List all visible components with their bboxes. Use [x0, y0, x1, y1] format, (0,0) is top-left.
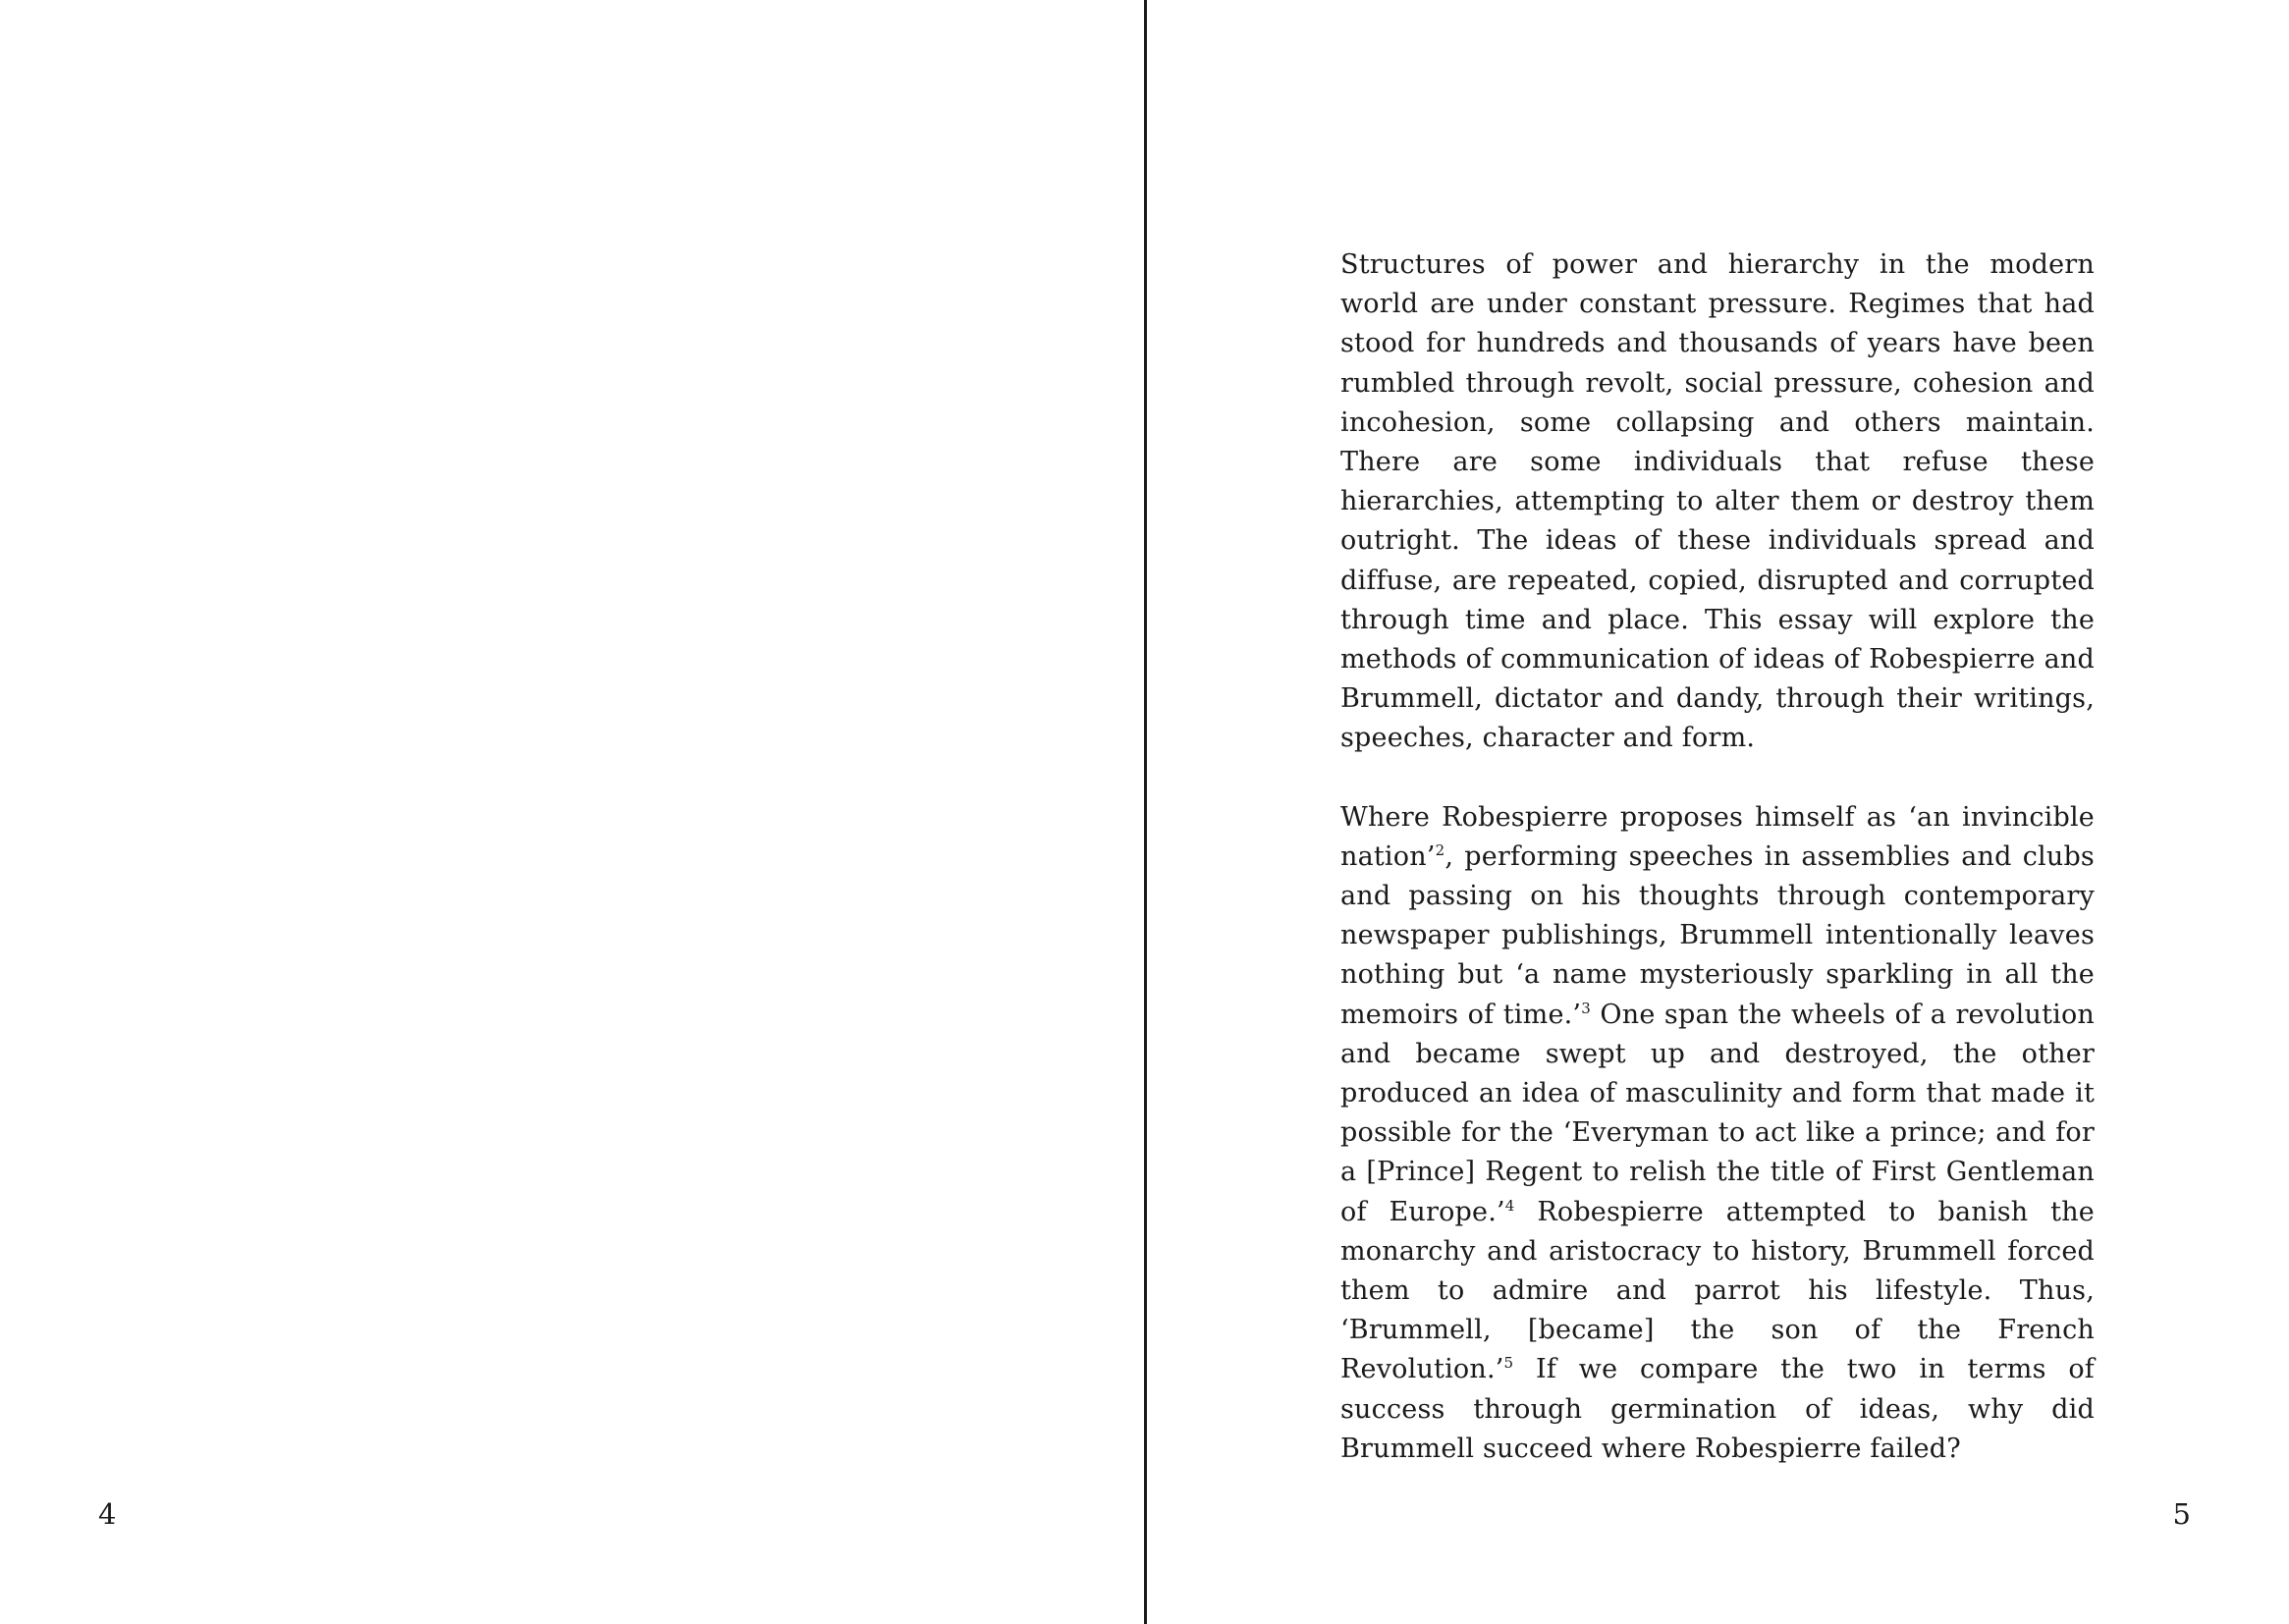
paragraph-2-text-e: If we compare the two in terms of success through germination of ideas, why did Brummell succeed where Robespierre failed?	[1340, 1354, 2095, 1464]
paragraph-2-text-d: Robespierre attempted to banish the monarchy and aristocracy to history, Brummell forced them to admire and parrot his lifestyle. Thus, ‘Brummell, [became] the son of the French Revolution.’	[1340, 1196, 2095, 1385]
right-page	[1147, 0, 2289, 1624]
footnote-marker[interactable]: 3	[1581, 999, 1591, 1017]
paragraph-2-text-b: , performing speeches in assemblies and clubs and passing on his thoughts through contemporary newspaper publishings, Brummell intentionally leaves nothing but ‘a name mysteriously sparkling in all the memoirs of time.’	[1340, 840, 2095, 1030]
footnote-marker[interactable]: 2	[1435, 840, 1445, 859]
paragraph-1	[1340, 245, 2095, 759]
footnote-marker[interactable]: 5	[1503, 1354, 1514, 1373]
paragraph-2	[1340, 798, 2095, 1469]
page-number-left: 4	[98, 1497, 117, 1531]
body-text	[1340, 245, 2095, 1469]
footnote-marker[interactable]: 4	[1504, 1196, 1515, 1215]
left-page	[0, 0, 1144, 1624]
paragraph-1-text: Structures of power and hierarchy in the modern world are under constant pressure. Regimes that had stood for hundreds and thousands of years have been rumbled through revolt, social pressure, cohesion and incohesion, some collapsing and others maintain. There are some individuals that refuse these hierarchies, attempting to alter them or destroy them outright. The ideas of these individuals spread and diffuse, are repeated, copied, disrupted and corrupted through time and place. This essay will explore the methods of communication of ideas of Robespierre and Brummell, dictator and dandy, through their writings, speeches, character and form.	[1340, 249, 2095, 754]
page-number-right: 5	[2172, 1497, 2191, 1531]
paragraph-2-text-c: One span the wheels of a revolution and became swept up and destroyed, the other produced an idea of masculinity and form that made it possible for the ‘Everyman to act like a prince; and for a [Prince] Regent to relish the title of First Gentleman of Europe.’	[1340, 999, 2096, 1227]
paragraph-2-text-a: Where Robespierre proposes himself as ‘an invincible nation’	[1340, 801, 2095, 872]
